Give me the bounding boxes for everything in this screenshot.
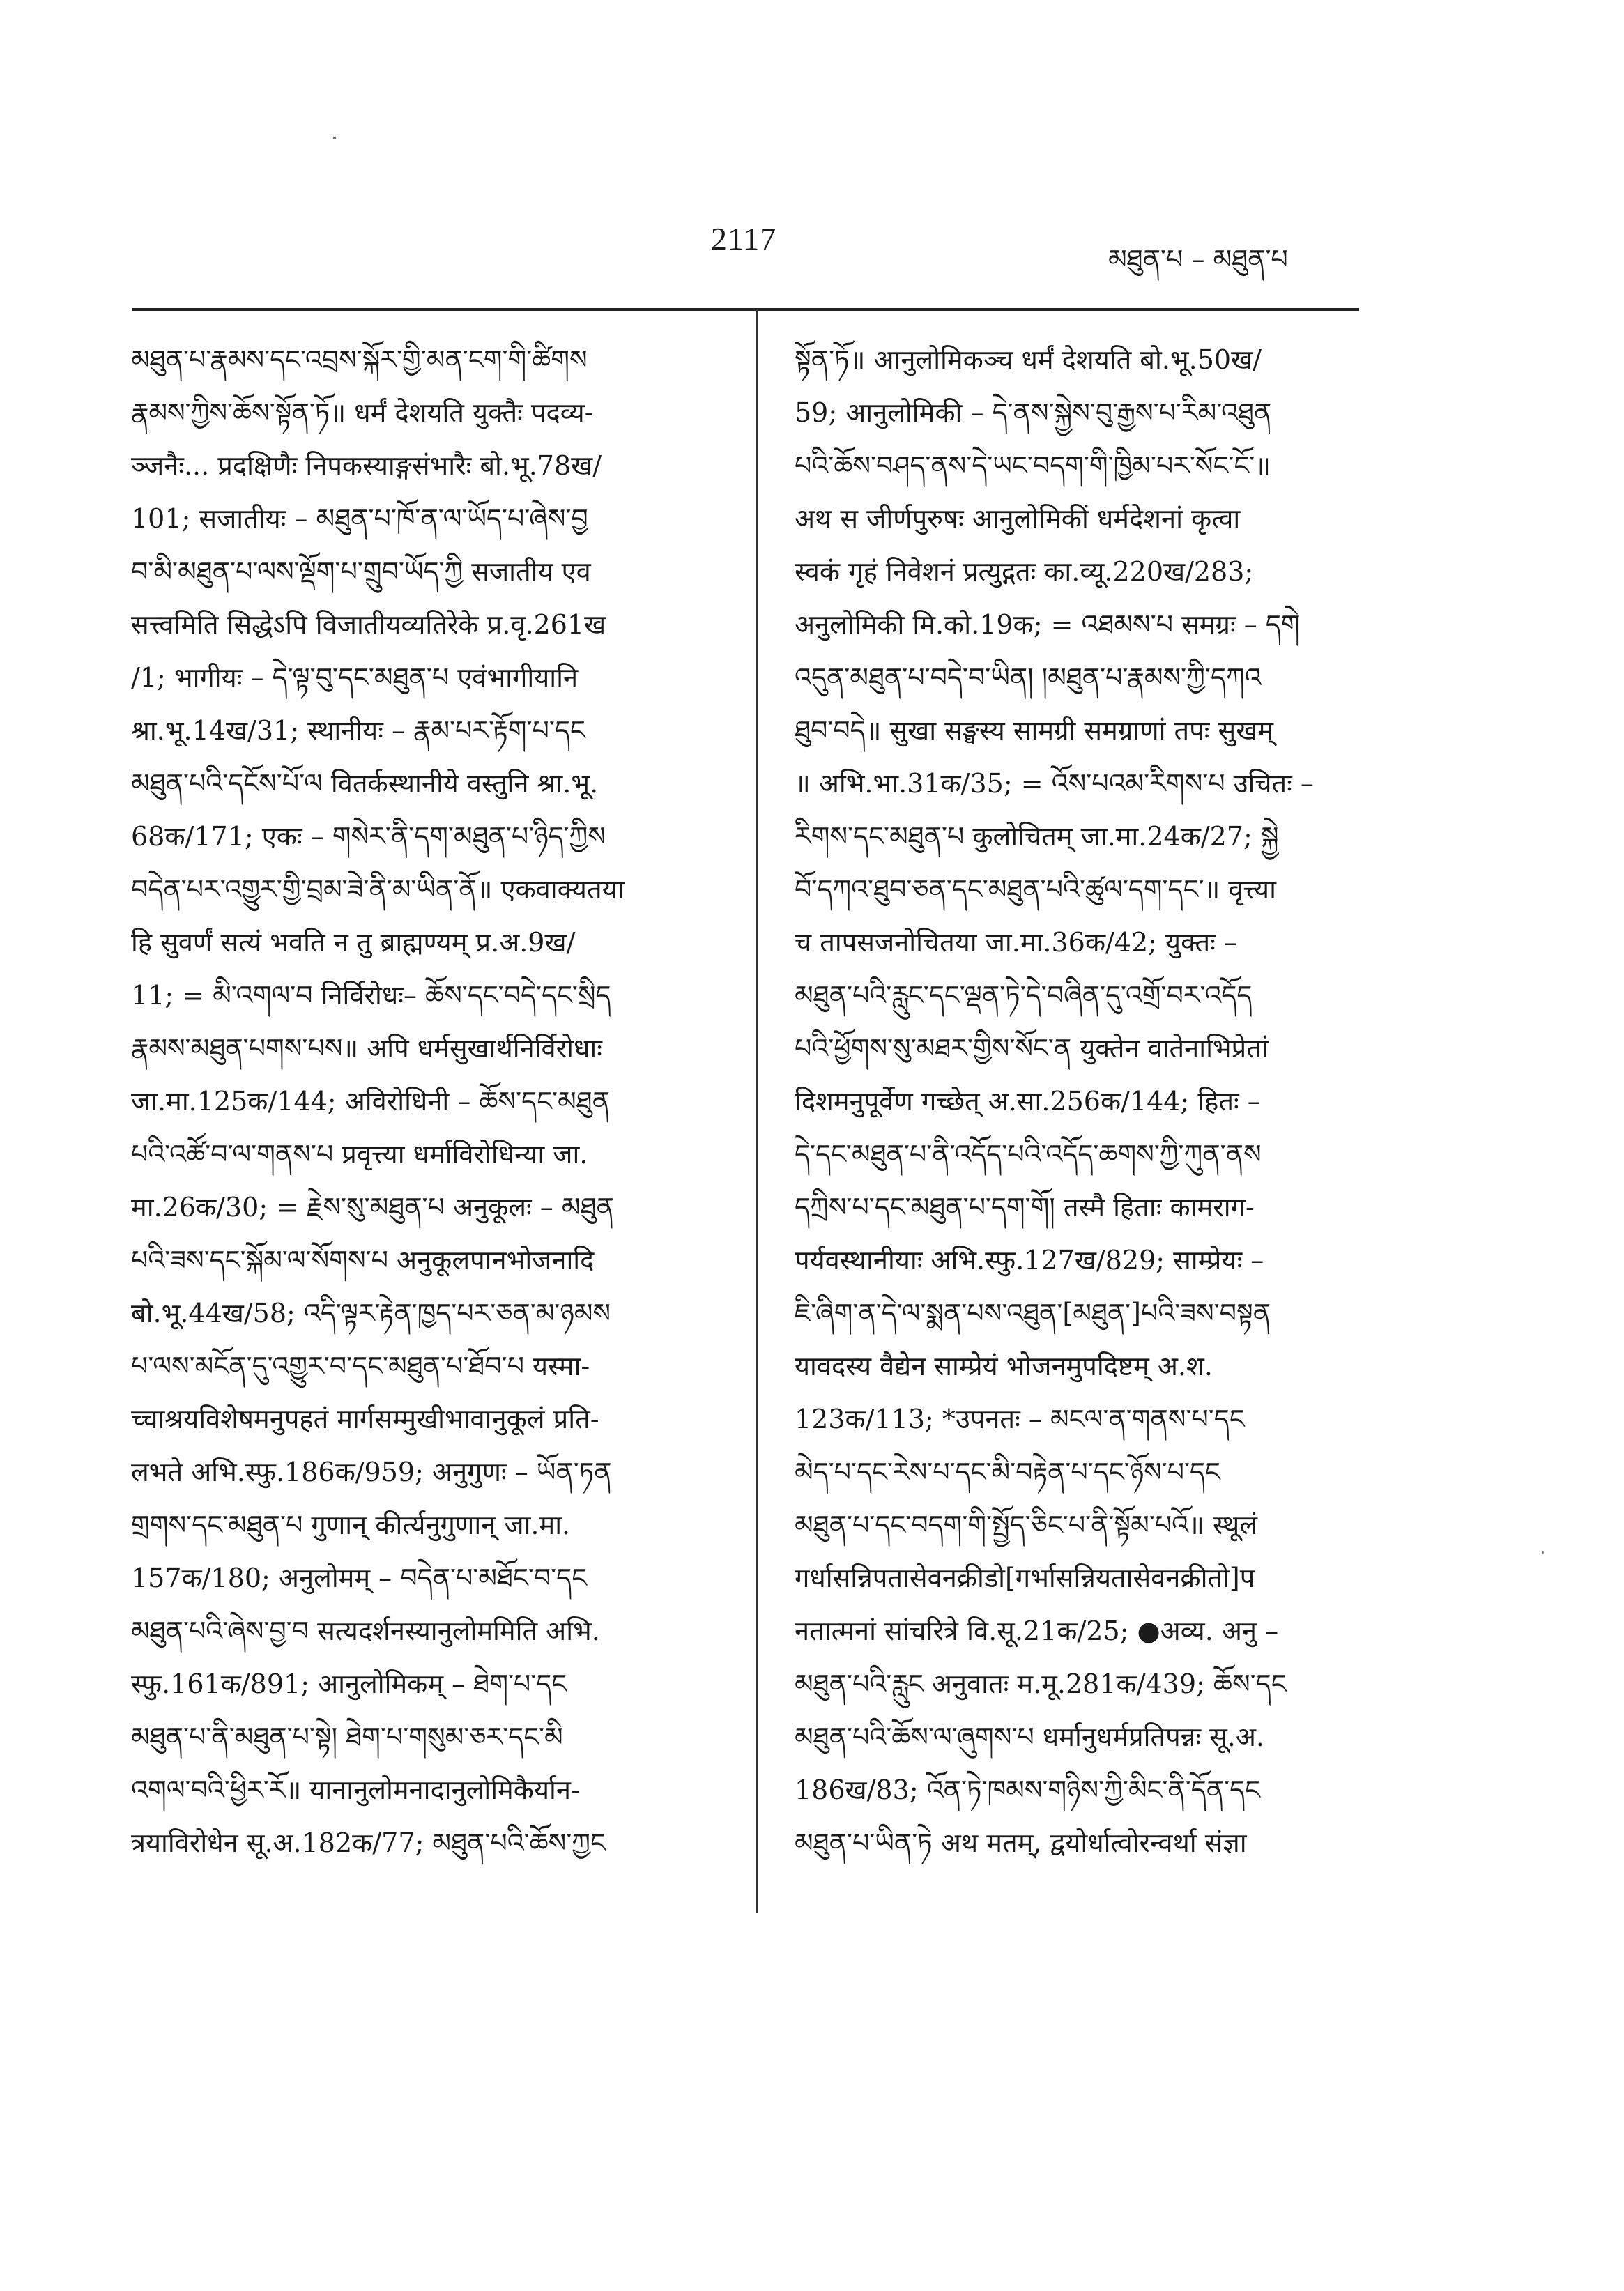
dictionary-text-line: མཐུན་པའི་རླུང་དང་ལྡན་ཏེ་དེ་བཞིན་དུ་འགྲོ་བར་འདོད <box>795 980 1253 1011</box>
column-divider <box>756 309 758 1913</box>
dictionary-text-line: པའི་ཕྱོགས་སུ་མཐར་གྱིས་སོང་ན युक्तेन वातेनाभिप्रेतां <box>795 1033 1269 1064</box>
dictionary-text-line: དཀྲིས་པ་དང་མཐུན་པ་དག་གོ། तस्मै हिताः कामराग- <box>795 1192 1255 1223</box>
stray-ink-dot <box>333 137 336 139</box>
dictionary-text-line: 11; = མི་འགལ་བ निर्विरोधः– ཆོས་དང་བདེ་དང་སྲིད <box>131 980 611 1011</box>
dictionary-text-line: བ་མི་མཐུན་པ་ལས་ལྡོག་པ་གྲུབ་ཡོད་ཀྱི सजातीय एव <box>131 556 591 587</box>
dictionary-text-line: མཐུན་པའི་དངོས་པོ་ལ वितर्कस्थानीये वस्तुनि श्रा.भू. <box>131 768 599 799</box>
dictionary-text-line: बो.भू.44ख/58; འདི་ལྟར་རྟེན་ཁྱད་པར་ཅན་མ་ཉམས <box>131 1298 611 1328</box>
dictionary-text-line: བོ་དཀའ་ཐུབ་ཅན་དང་མཐུན་པའི་ཚུལ་དག་དང་॥ वृत्त्या <box>795 874 1276 905</box>
dictionary-text-line: ञ्जनैः... प्रदक्षिणैः निपकस्याङ्गसंभारैः बो.भू.78ख/ <box>131 450 602 481</box>
dictionary-text-line: श्रा.भू.14ख/31; स्थानीयः – རྣམ་པར་རྟོག་པ་དང <box>131 715 585 746</box>
dictionary-text-line: པའི་འཚོ་བ་ལ་གནས་པ प्रवृत्त्या धर्माविरोधिन्या जा. <box>131 1139 588 1170</box>
dictionary-text-line: འདུན་མཐུན་པ་བདེ་བ་ཡིན། །མཐུན་པ་རྣམས་ཀྱི་དཀའ <box>795 662 1262 693</box>
dictionary-text-line: 157क/180; अनुलोमम् – བདེན་པ་མཐོང་བ་དང <box>131 1563 588 1593</box>
dictionary-text-line: ཇི་ཞིག་ན་དེ་ལ་སྨན་པས་འཐུན་[མཐུན་]པའི་ཟས་བསྟན <box>795 1298 1271 1328</box>
dictionary-text-line: བདེན་པར་འགྱུར་གྱི་བྲམ་ཟེ་ནི་མ་ཡིན་ནོ॥ एकवाक्यतया <box>131 874 625 905</box>
dictionary-text-line: པའི་ཆོས་བཤད་ནས་དེ་ཡང་བདག་གི་ཁྱིམ་པར་སོང་ངོ་॥ <box>795 450 1271 481</box>
dictionary-text-line: जा.मा.125क/144; अविरोधिनी – ཆོས་དང་མཐུན <box>131 1086 610 1117</box>
dictionary-text-line: पर्यवस्थानीयाः अभि.स्फु.127ख/829; साम्प्रेयः – <box>795 1245 1264 1275</box>
dictionary-text-line: 186ख/83; འོན་ཏེ་ཁམས་གཉིས་ཀྱི་མིང་ནི་དོན་དང <box>795 1775 1260 1805</box>
dictionary-text-line: ॥ अभि.भा.31क/35; = འོས་པའམ་རིགས་པ उचितः – <box>795 768 1314 799</box>
dictionary-text-line: 59; आनुलोमिकी – དེ་ནས་སྐྱེས་བུ་རྒྱས་པ་རིམ་འཐུན <box>795 397 1272 428</box>
dictionary-text-line: གྲགས་དང་མཐུན་པ गुणान् कीर्त्यनुगुणान् जा.मा. <box>131 1510 571 1540</box>
dictionary-text-line: मा.26क/30; = རྗེས་སུ་མཐུན་པ अनुकूलः – མཐུན <box>131 1192 614 1223</box>
dictionary-text-line: ཐུབ་བདེ॥ सुखा सङ्घस्य सामग्री समग्राणां तपः सुखम् <box>795 715 1274 746</box>
dictionary-text-line: འགལ་བའི་ཕྱིར་རོ॥ यानानुलोमनादानुलोमिकैर्यान- <box>131 1775 580 1805</box>
dictionary-text-line: མཐུན་པའི་ཆོས་ལ་ཞུགས་པ धर्मानुधर्मप्रतिपन्नः सू.अ. <box>795 1722 1264 1752</box>
dictionary-text-line: 123क/113; *उपनतः – མངལ་ན་གནས་པ་དང <box>795 1404 1245 1434</box>
running-head: མཐུན་པ – མཐུན་པ <box>1108 244 1288 275</box>
dictionary-text-line: त्रयाविरोधेन सू.अ.182क/77; མཐུན་པའི་ཆོས་ཀྱང <box>131 1828 606 1858</box>
dictionary-text-line: स्वकं गृहं निवेशनं प्रत्युद्गतः का.व्यू.220ख/283; <box>795 556 1254 587</box>
dictionary-text-line: सत्त्वमिति सिद्धेऽपि विजातीयव्यतिरेके प्र.वृ.261ख <box>131 609 606 640</box>
dictionary-text-line: यावदस्य वैद्येन साम्प्रेयं भोजनमुपदिष्टम् अ.श. <box>795 1351 1213 1381</box>
stray-ink-dot <box>1542 1551 1544 1554</box>
dictionary-text-line: པ་ལས་མངོན་དུ་འགྱུར་བ་དང་མཐུན་པ་ཐོབ་པ यस्मा- <box>131 1351 590 1381</box>
dictionary-text-line: རྣམས་མཐུན་པགས་པས॥ अपि धर्मसुखार्थनिर्विरोधाः <box>131 1033 602 1064</box>
dictionary-text-line: लभते अभि.स्फु.186क/959; अनुगुणः – ཡོན་ཏན <box>131 1457 612 1487</box>
dictionary-text-line: སྟོན་ཏོ॥ आनुलोमिकञ्च धर्मं देशयति बो.भू.50ख/ <box>795 344 1262 375</box>
page-number: 2117 <box>711 221 777 256</box>
left-column <box>131 333 710 1869</box>
dictionary-text-line: हि सुवर्णं सत्यं भवति न तु ब्राह्मण्यम् प्र.अ.9ख/ <box>131 927 576 958</box>
dictionary-text-line: गर्धासन्निपतासेवनक्रीडो[गर्भासन्नियतासेवनक्रीतो]प <box>795 1563 1255 1593</box>
dictionary-text-line: अथ स जीर्णपुरुषः आनुलोमिकीं धर्मदेशनां कृत्वा <box>795 503 1241 534</box>
dictionary-text-line: अनुलोमिकी मि.को.19क; = འཐམས་པ समग्रः – དགེ <box>795 609 1300 640</box>
dictionary-text-line: स्फु.161क/891; आनुलोमिकम् – ཐེག་པ་དང <box>131 1669 567 1699</box>
dictionary-text-line: མཐུན་པ་དང་བདག་གི་སྤྱོད་ཅིང་པ་ནི་སྟོམ་པའོ॥ स्थूलं <box>795 1510 1258 1540</box>
dictionary-text-line: 68क/171; एकः – གསེར་ནི་དག་མཐུན་པ་ཉིད་ཀྱིས <box>131 821 606 852</box>
dictionary-text-line: མཐུན་པའི་ཞེས་བྱ་བ सत्यदर्शनस्यानुलोममिति अभि. <box>131 1616 600 1646</box>
header-rule <box>132 308 1359 311</box>
dictionary-text-line: མཐུན་པ་ཡིན་ཏེ अथ मतम्, द्वयोर्धात्वोरन्वर्था संज्ञा <box>795 1828 1247 1858</box>
dictionary-text-line: མཐུན་པའི་རླུང अनुवातः म.मू.281क/439; ཆོས་དང <box>795 1669 1287 1699</box>
right-column <box>795 333 1373 1869</box>
dictionary-text-line: नतात्मनां सांचरित्रे वि.सू.21क/25; ●अव्य. अनु – <box>795 1616 1279 1646</box>
dictionary-text-line: དེ་དང་མཐུན་པ་ནི་འདོད་པའི་འདོད་ཆགས་ཀྱི་ཀུན་ནས <box>795 1139 1262 1170</box>
dictionary-text-line: མེད་པ་དང་རེས་པ་དང་མི་བརྟེན་པ་དང་ཉོས་པ་དང <box>795 1457 1220 1487</box>
dictionary-text-line: པའི་ཟས་དང་སྐོམ་ལ་སོགས་པ अनुकूलपानभोजनादि <box>131 1245 595 1275</box>
dictionary-text-line: च्चाश्रयविशेषमनुपहतं मार्गसम्मुखीभावानुकूलं प्रति- <box>131 1404 599 1434</box>
dictionary-text-line: दिशमनुपूर्वेण गच्छेत् अ.सा.256क/144; हितः – <box>795 1086 1261 1117</box>
dictionary-text-line: མཐུན་པ་ནི་མཐུན་པ་སྟེ། ཐེག་པ་གསུམ་ཅར་དང་མི <box>131 1722 563 1752</box>
dictionary-text-line: རྣམས་ཀྱིས་ཆོས་སྟོན་ཏོ॥ धर्मं देशयति युक्तैः पदव्य- <box>131 397 594 428</box>
dictionary-text-line: མཐུན་པ་རྣམས་དང་འབྲས་སྐོར་གྱི་མན་ངག་གི་ཚིགས <box>131 344 588 375</box>
dictionary-text-line: च तापसजनोचितया जा.मा.36क/42; युक्तः – <box>795 927 1237 958</box>
dictionary-text-line: རིགས་དང་མཐུན་པ कुलोचितम् जा.मा.24क/27; སྐྱེ <box>795 821 1279 852</box>
dictionary-text-line: 101; सजातीयः – མཐུན་པ་ཁོ་ན་ལ་ཡོད་པ་ཞེས་བྱ <box>131 503 588 534</box>
dictionary-text-line: /1; भागीयः – དེ་ལྟ་བུ་དང་མཐུན་པ एवंभागीयानि <box>131 662 579 693</box>
